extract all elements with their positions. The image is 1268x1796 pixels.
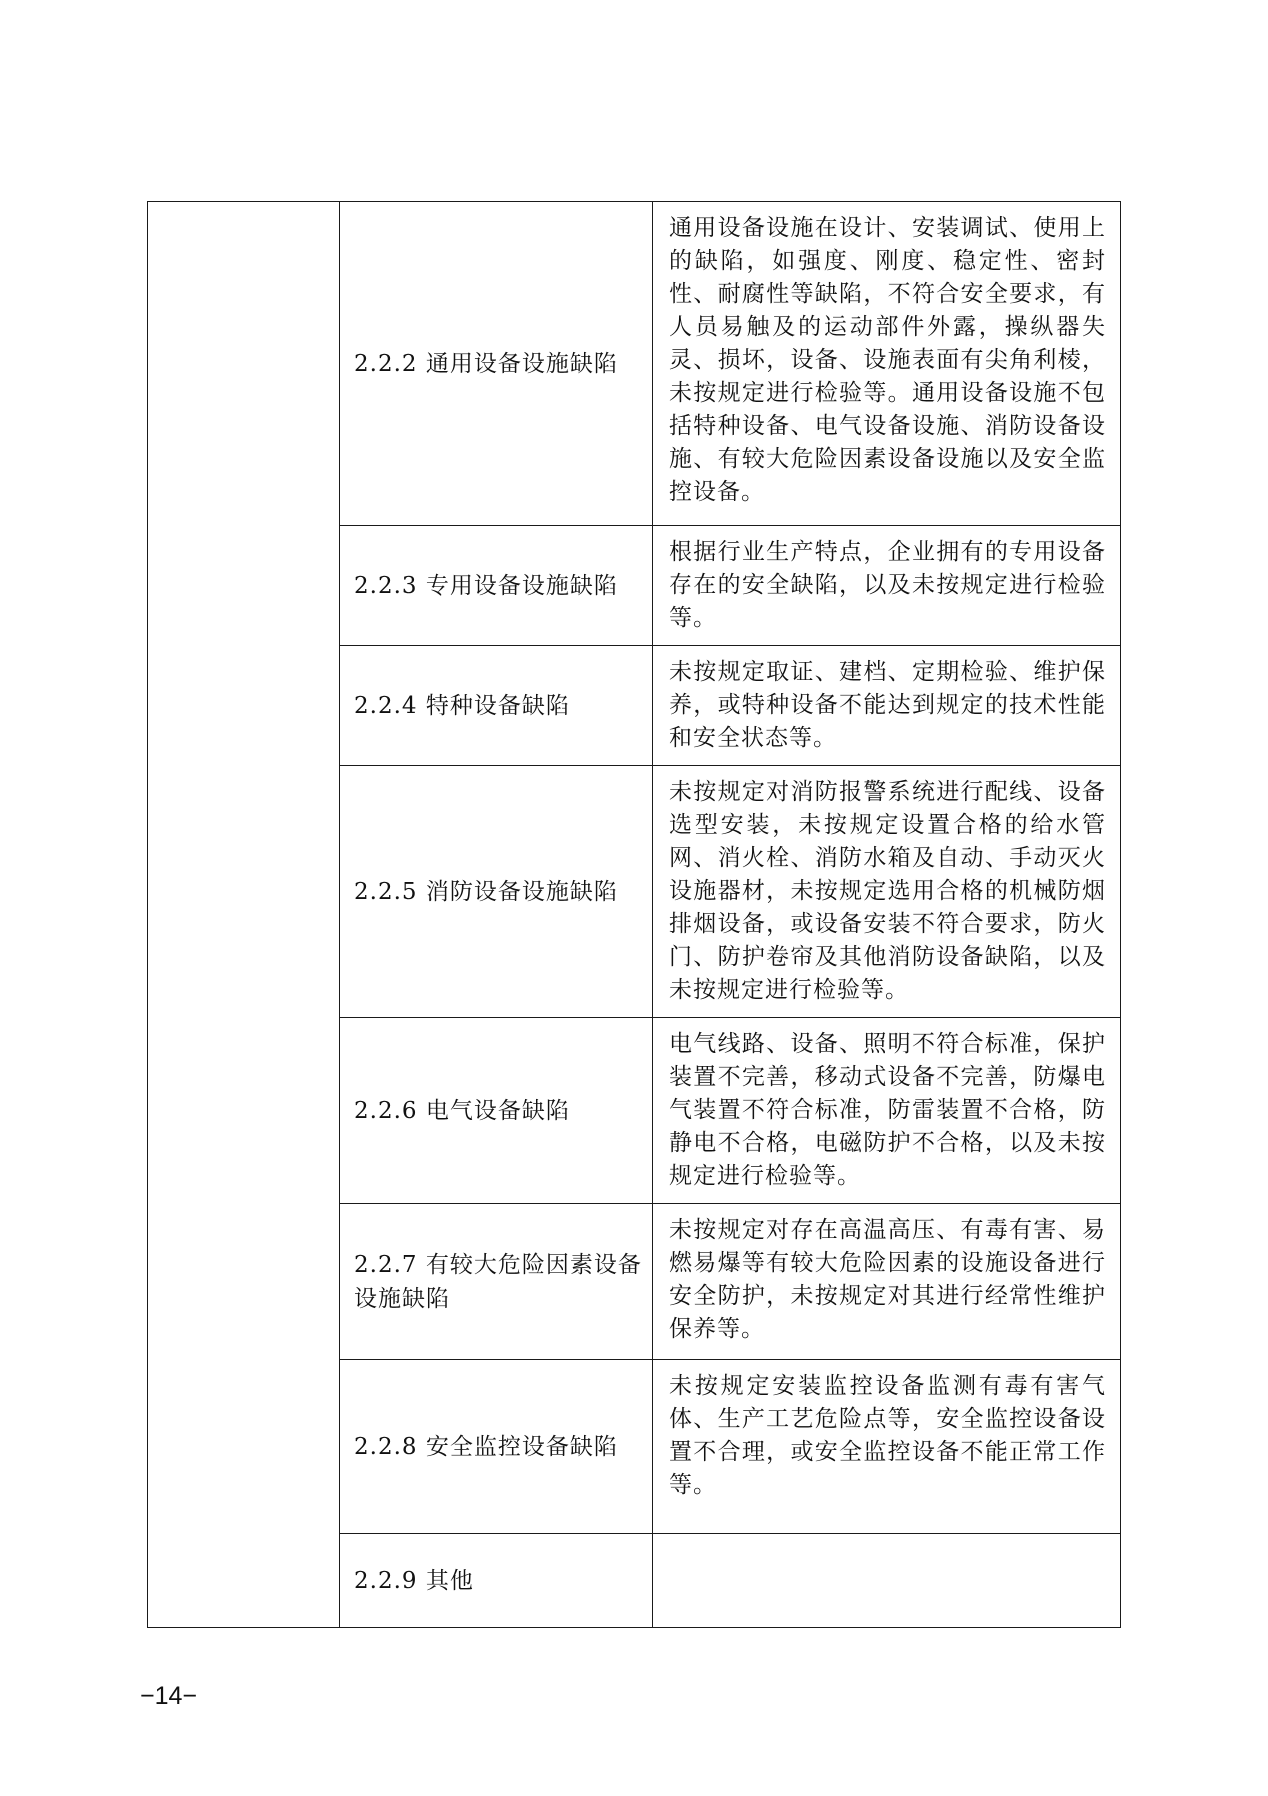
- description-cell: 未按规定安装监控设备监测有毒有害气体、生产工艺危险点等，安全监控设备设置不合理，或安全监控设备不能正常工作等。: [653, 1360, 1121, 1534]
- item-cell: 2.2.3 专用设备设施缺陷: [340, 526, 653, 646]
- item-cell: 2.2.6 电气设备缺陷: [340, 1018, 653, 1204]
- hazard-table: [147, 201, 1121, 1628]
- description-cell: 根据行业生产特点，企业拥有的专用设备存在的安全缺陷，以及未按规定进行检验等。: [653, 526, 1121, 646]
- item-cell: 2.2.2 通用设备设施缺陷: [340, 202, 653, 526]
- category-cell: [148, 202, 340, 1628]
- item-cell: 2.2.4 特种设备缺陷: [340, 646, 653, 766]
- description-cell: 电气线路、设备、照明不符合标准，保护装置不完善，移动式设备不完善，防爆电气装置不符合标准，防雷装置不合格，防静电不合格，电磁防护不合格，以及未按规定进行检验等。: [653, 1018, 1121, 1204]
- table-row: [148, 202, 1121, 526]
- description-cell: 未按规定取证、建档、定期检验、维护保养，或特种设备不能达到规定的技术性能和安全状态等。: [653, 646, 1121, 766]
- item-cell: 2.2.5 消防设备设施缺陷: [340, 766, 653, 1018]
- item-cell: 2.2.9 其他: [340, 1534, 653, 1628]
- page-number: −14−: [140, 1682, 198, 1710]
- item-cell: 2.2.7 有较大危险因素设备设施缺陷: [340, 1204, 653, 1360]
- item-cell: 2.2.8 安全监控设备缺陷: [340, 1360, 653, 1534]
- description-cell: 通用设备设施在设计、安装调试、使用上的缺陷，如强度、刚度、稳定性、密封性、耐腐性等缺陷，不符合安全要求，有人员易触及的运动部件外露，操纵器失灵、损坏，设备、设施表面有尖角利棱，未按规定进行检验等。通用设备设施不包括特种设备、电气设备设施、消防设备设施、有较大危险因素设备设施以及安全监控设备。: [653, 202, 1121, 526]
- description-cell: 未按规定对存在高温高压、有毒有害、易燃易爆等有较大危险因素的设施设备进行安全防护，未按规定对其进行经常性维护保养等。: [653, 1204, 1121, 1360]
- description-cell: 未按规定对消防报警系统进行配线、设备选型安装，未按规定设置合格的给水管网、消火栓、消防水箱及自动、手动灭火设施器材，未按规定选用合格的机械防烟排烟设备，或设备安装不符合要求，防火门、防护卷帘及其他消防设备缺陷，以及未按规定进行检验等。: [653, 766, 1121, 1018]
- description-cell: [653, 1534, 1121, 1628]
